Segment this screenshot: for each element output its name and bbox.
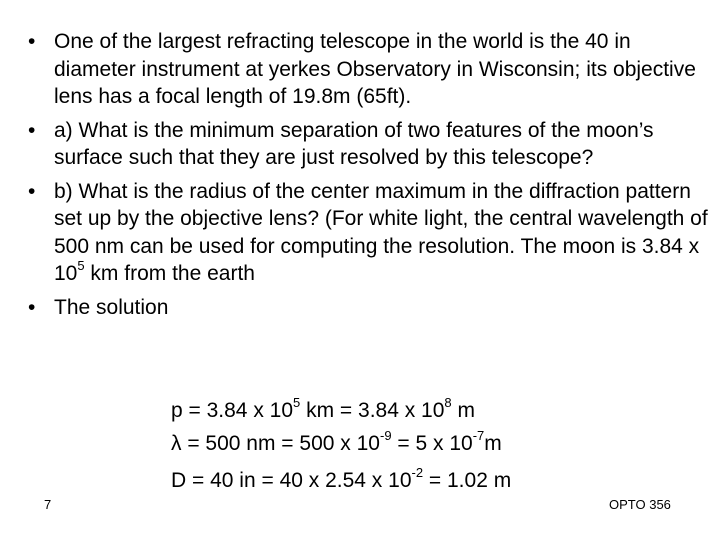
bullet-text: b) What is the radius of the center maximum in the diffraction pattern set up by the objective lens? (For white light, the central wavelength of 500 nm can be used for computing the resolution. The moon is 3.84 x 10	[54, 179, 708, 285]
superscript: -9	[379, 428, 392, 443]
bullet-marker: •	[28, 295, 36, 319]
superscript: -7	[472, 428, 485, 443]
superscript: -2	[411, 465, 424, 480]
bullet-text: The solution	[54, 295, 169, 319]
superscript: 5	[293, 395, 301, 410]
superscript: 8	[444, 395, 452, 410]
bullet-text: One of the largest refracting telescope in the world is the 40 in diameter instrument at yerkes Observatory in Wisconsin; its objective lens has a focal length of 19.8m (65ft).	[54, 30, 696, 108]
bullet-solution-heading	[28, 294, 708, 322]
solution-line-diameter: D = 40 in = 40 x 2.54 x $10^{-2} = 1.02$ m	[171, 465, 512, 492]
bullet-intro	[28, 28, 708, 111]
bullet-marker: •	[28, 179, 36, 203]
solution-line-wavelength: λ = 500 nm = 500 x $10^{-9} = 5$ x $10^{-7}m$	[171, 428, 502, 455]
bullet-question-a	[28, 117, 708, 172]
bullet-marker: •	[28, 30, 36, 53]
solution-line-distance: p = 3.84 x $10^5$ km = 3.84 x $10^8$ m	[171, 395, 475, 422]
course-label: OPTO 356	[609, 497, 671, 512]
superscript: 5	[77, 258, 85, 273]
bullet-marker: •	[28, 118, 36, 142]
page-number: 7	[44, 497, 52, 512]
bullet-list	[28, 28, 708, 327]
bullet-question-b	[28, 178, 708, 288]
bullet-text-end: km from the earth	[84, 262, 255, 285]
bullet-text: a) What is the minimum separation of two features of the moon’s surface such that they are just resolved by this telescope?	[54, 118, 654, 169]
